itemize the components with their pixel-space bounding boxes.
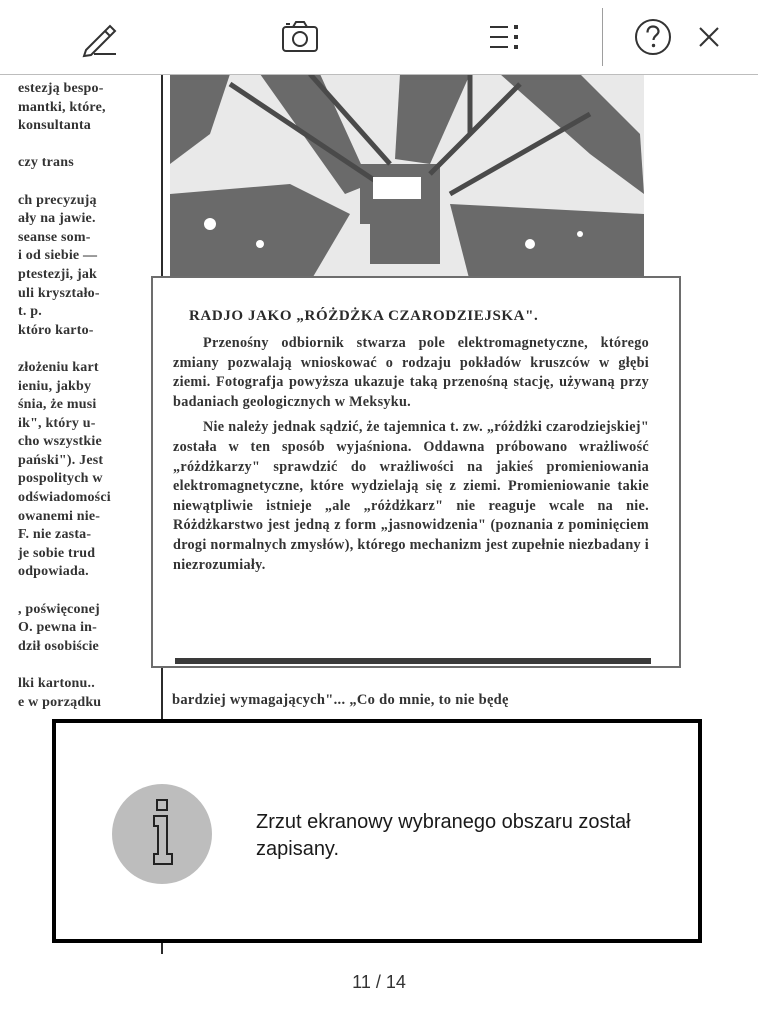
left-column-line: lki kartonu.. <box>18 676 95 691</box>
toolbar-separator <box>602 8 603 66</box>
close-button[interactable] <box>686 14 732 60</box>
left-column-line: dził osobiście <box>18 638 99 654</box>
left-column-line: seanse som- <box>18 229 91 245</box>
left-column-line: cho wszystkie <box>18 434 102 450</box>
left-column-line: mantki, które, <box>18 99 106 115</box>
left-column-line: ptestezji, jak <box>18 266 98 282</box>
left-column-line: czy trans <box>18 155 74 171</box>
article-caption-box <box>151 276 681 668</box>
left-column-line: F. nie zasta- <box>18 527 92 543</box>
left-column-line: t. p. <box>18 304 42 320</box>
newspaper-photo <box>170 74 644 282</box>
pen-icon <box>78 16 120 58</box>
left-column-line: O. pewna in- <box>18 620 98 636</box>
left-column-line: estezją bespo- <box>18 81 104 96</box>
left-column-line: konsultanta <box>18 118 92 134</box>
help-button[interactable] <box>630 14 676 60</box>
continuation-text: bardziej wymagających"... „Co do mnie, to nie będę <box>172 692 509 708</box>
article-title: RADJO JAKO „RÓŻDŻKA CZARODZIEJSKA". <box>189 308 539 324</box>
photo-image <box>170 74 644 282</box>
article-paragraph: Nie należy jednak sądzić, że tajemnica t. zw. „różdżki czarodziejskiej" została w ten sposób wyjaśniona. Oddawna próbowano wrażliwość „różdżkarzy" sprawdzić do wrażliwości na jakieś promieniowania elektromagnetyczne, które wydzielają się z ziemi. Promieniowanie takie niewątpliwie istnieje „ale „różdżkarz" nie reaguje wcale na nie. Różdżkarstwo jest jedną z form „jasnowidzenia" (poznania z pominięciem drogi normalnych zmysłów), którego mechanizm jest zupełnie niezbadany i niezrozumiały. <box>173 419 649 573</box>
screenshot-saved-dialog[interactable] <box>52 719 702 943</box>
left-column-line: złożeniu kart <box>18 359 99 375</box>
left-column-line: i od siebie — <box>18 248 98 264</box>
left-column-line <box>18 136 154 155</box>
left-column-line: uli kryształo- <box>18 285 100 301</box>
article-paragraph: Przenośny odbiornik stwarza pole elektromagnetyczne, którego zmiany pozwalają wnioskować o rodzaju pokładów kruszców w głębi ziemi. Fotografja powyższa ukazuje taką przenośną stację, używaną przy badaniach geologicznych w Meksyku. <box>173 335 649 410</box>
close-icon <box>688 16 730 58</box>
left-column-line: odświadomości <box>18 490 111 506</box>
screenshot-button[interactable] <box>277 14 323 60</box>
left-column-line: je sobie trud <box>18 545 96 561</box>
left-column-line: któro karto- <box>18 322 94 338</box>
article-divider <box>175 658 651 664</box>
left-column-line: ik", który u- <box>18 415 96 431</box>
left-column-line: , poświęconej <box>18 601 100 617</box>
left-column-line: ieniu, jakby <box>18 378 92 394</box>
left-column-line: owanemi nie- <box>18 508 101 524</box>
left-column-line: pański"). Jest <box>18 452 104 468</box>
camera-icon <box>279 16 321 58</box>
left-column-line: e w porządku <box>18 694 102 710</box>
left-column-line: ały na jawie. <box>18 211 96 227</box>
dialog-message: Zrzut ekranowy wybranego obszaru został zapisany. <box>256 811 631 860</box>
left-column-line <box>18 173 154 192</box>
contents-list-icon <box>482 16 524 58</box>
left-column-line <box>18 340 154 359</box>
article-body <box>173 334 649 581</box>
left-column-line: pospolitych w <box>18 471 103 487</box>
left-column-line: śnia, że musi <box>18 397 97 413</box>
contents-button[interactable] <box>480 14 526 60</box>
info-icon <box>112 784 212 884</box>
reader-toolbar <box>0 0 758 75</box>
help-icon <box>632 16 674 58</box>
left-column-line: ch precyzują <box>18 192 97 208</box>
left-column-line <box>18 582 154 601</box>
page-indicator: 11 / 14 <box>352 972 406 992</box>
left-column-line <box>18 656 154 675</box>
highlight-button[interactable] <box>76 14 122 60</box>
left-column-line: odpowiada. <box>18 564 89 580</box>
left-column-text <box>18 80 154 712</box>
